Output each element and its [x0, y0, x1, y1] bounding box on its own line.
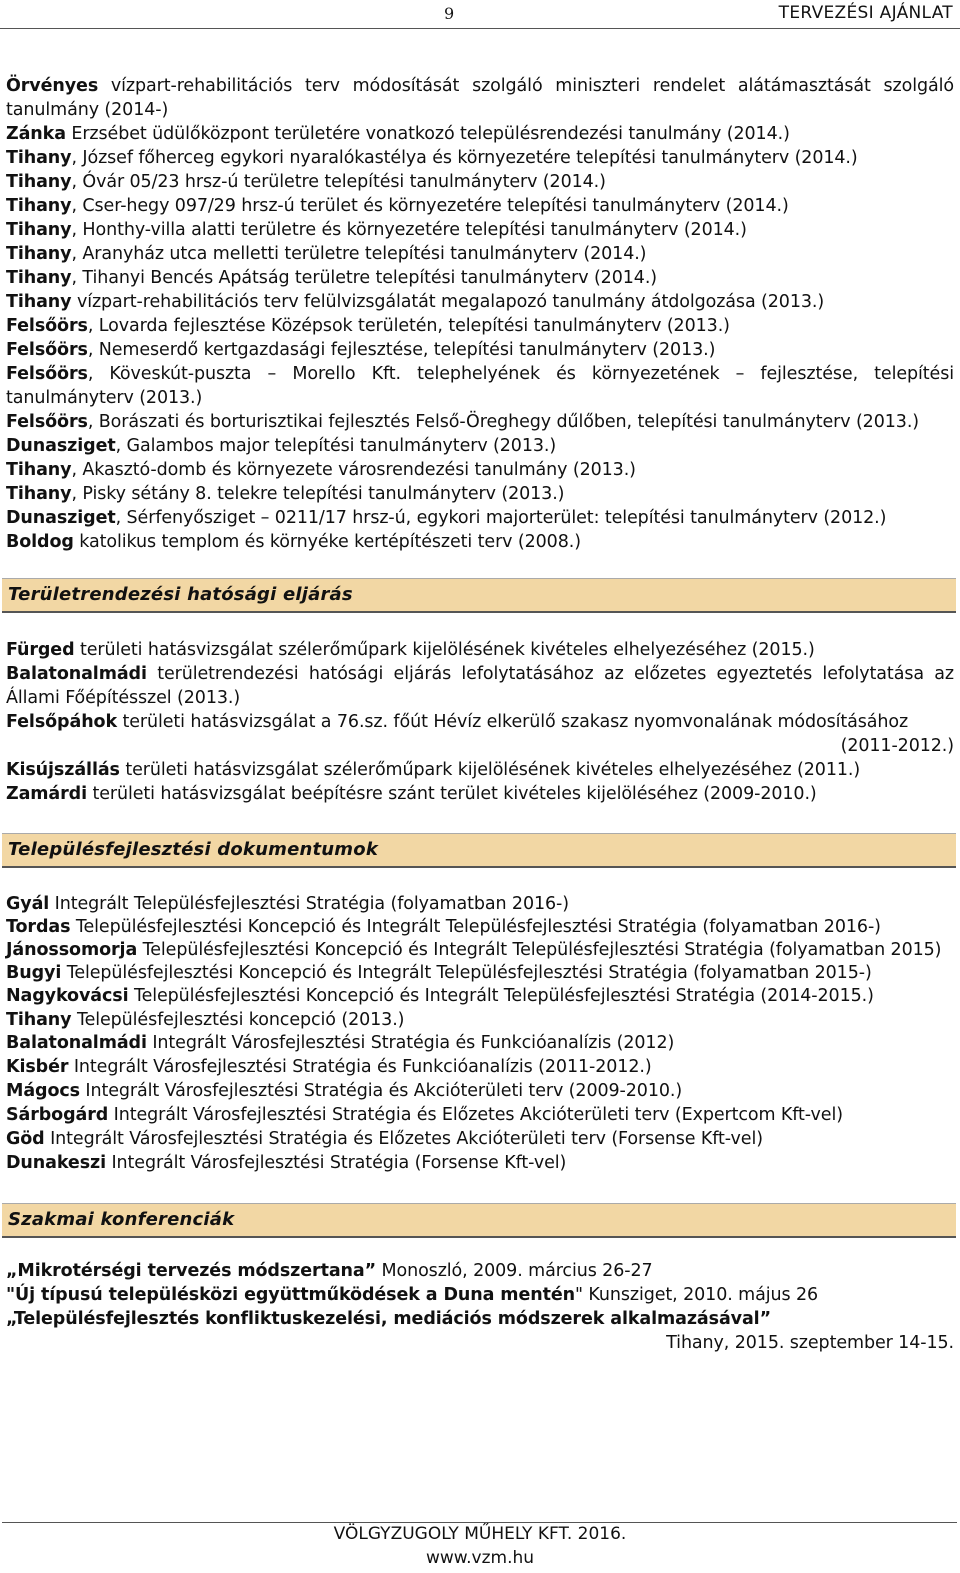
list-item: Mágocs Integrált Városfejlesztési Stratégia és Akcióterületi terv (2009-2010.)	[6, 1081, 683, 1101]
document-label: TERVEZÉSI AJÁNLAT	[778, 3, 953, 23]
list-item: Tihany vízpart-rehabilitációs terv felülvizsgálatát megalapozó tanulmány átdolgozása (2013.)	[6, 292, 825, 312]
list-item: "Új típusú településközi együttműködések a Duna mentén" Kunsziget, 2010. május 26	[6, 1285, 819, 1305]
footer-website-link[interactable]: www.vzm.hu	[425, 1548, 535, 1568]
list-item: Tihany, Akasztó-domb és környezete városrendezési tanulmány (2013.)	[6, 460, 636, 480]
development-list	[6, 893, 954, 1175]
list-item: Fürged területi hatásvizsgálat szélerőműpark kijelölésének kivételes elhelyezéséhez (2015.)	[6, 640, 815, 660]
section-title: Településfejlesztési dokumentumok	[8, 839, 379, 860]
list-item: Tihany, Aranyház utca melletti területre telepítési tanulmányterv (2014.)	[6, 244, 647, 264]
section-heading-authority	[2, 578, 956, 613]
list-item: Zánka Erzsébet üdülőközpont területére vonatkozó településrendezési tanulmány (2014.)	[6, 124, 790, 144]
list-item: Balatonalmádi Integrált Városfejlesztési Stratégia és Funkcióanalízis (2012)	[6, 1033, 675, 1053]
list-item: Tihany, Honthy-villa alatti területre és környezetére telepítési tanulmányterv (2014.)	[6, 220, 747, 240]
plans-list	[6, 74, 954, 554]
authority-list	[6, 638, 954, 806]
list-item: Bugyi Településfejlesztési Koncepció és Integrált Településfejlesztési Stratégia (folyamatban 2015-)	[6, 963, 872, 983]
footer-divider	[2, 1522, 957, 1523]
list-item: Tihany Településfejlesztési koncepció (2013.)	[6, 1010, 405, 1030]
list-item: Zamárdi területi hatásvizsgálat beépítésre szánt terület kivételes kijelöléséhez (2009-2010.)	[6, 784, 817, 804]
list-item: Kisújszállás területi hatásvizsgálat szélerőműpark kijelölésének kivételes elhelyezéséhez (2011.)	[6, 760, 861, 780]
footer-company: VÖLGYZUGOLY MŰHELY KFT. 2016.	[333, 1524, 627, 1544]
list-item: Felsőpáhok területi hatásvizsgálat a 76.sz. főút Hévíz elkerülő szakasz nyomvonalának módosításához (2011-2012.)	[6, 712, 954, 756]
list-item: Sárbogárd Integrált Városfejlesztési Stratégia és Előzetes Akcióterületi terv (Expertcom Kft-vel)	[6, 1105, 843, 1125]
list-item: Tordas Településfejlesztési Koncepció és Integrált Településfejlesztési Stratégia (folyamatban 2016-)	[6, 917, 881, 937]
section-heading-conferences	[2, 1203, 956, 1238]
list-item: Göd Integrált Városfejlesztési Stratégia és Előzetes Akcióterületi terv (Forsense Kft-vel)	[6, 1129, 763, 1149]
section-title: Szakmai konferenciák	[8, 1209, 235, 1230]
list-item: Kisbér Integrált Városfejlesztési Stratégia és Funkcióanalízis (2011-2012.)	[6, 1057, 652, 1077]
list-item: Tihany, Cser-hegy 097/29 hrsz-ú terület és környezetére telepítési tanulmányterv (2014.)	[6, 196, 789, 216]
list-item: Tihany, Pisky sétány 8. telekre telepítési tanulmányterv (2013.)	[6, 484, 565, 504]
list-item: Tihany, Tihanyi Bencés Apátság területre telepítési tanulmányterv (2014.)	[6, 268, 658, 288]
list-item: Jánossomorja Településfejlesztési Koncepció és Integrált Településfejlesztési Stratégia (folyamatban 2015)	[6, 940, 942, 960]
list-item: Balatonalmádi területrendezési hatósági eljárás lefolytatásához az előzetes egyeztetés lefolytatása az Állami Főépítésszel (2013.)	[6, 664, 954, 708]
conferences-list	[6, 1259, 954, 1355]
page-number: 9	[444, 4, 455, 23]
section-heading-development	[2, 833, 956, 868]
section-title: Területrendezési hatósági eljárás	[8, 584, 353, 605]
list-item: Felsőörs, Lovarda fejlesztése Középsok területén, telepítési tanulmányterv (2013.)	[6, 316, 730, 336]
list-item: Nagykovácsi Településfejlesztési Koncepció és Integrált Településfejlesztési Stratégia (2014-2015.)	[6, 986, 874, 1006]
list-item: Gyál Integrált Településfejlesztési Stratégia (folyamatban 2016-)	[6, 894, 570, 914]
list-item: Dunasziget, Galambos major telepítési tanulmányterv (2013.)	[6, 436, 557, 456]
list-item: Örvényes vízpart-rehabilitációs terv módosítását szolgáló miniszteri rendelet alátámasztását szolgáló tanulmány (2014-)	[6, 76, 954, 120]
list-item: Tihany, József főherceg egykori nyaralókastélya és környezetére telepítési tanulmányterv (2014.)	[6, 148, 858, 168]
list-item: „Településfejlesztés konfliktuskezelési, mediációs módszerek alkalmazásával”	[6, 1309, 771, 1329]
list-item: Felsőörs, Köveskút-puszta – Morello Kft. telephelyének és környezetének – fejlesztése, telepítési tanulmányterv (2013.)	[6, 364, 954, 408]
list-item: „Mikrotérségi tervezés módszertana” Monoszló, 2009. március 26-27	[6, 1261, 653, 1281]
list-item: Tihany, Óvár 05/23 hrsz-ú területre telepítési tanulmányterv (2014.)	[6, 172, 606, 192]
list-item: Felsőörs, Borászati és borturisztikai fejlesztés Felső-Öreghegy dűlőben, telepítési tanulmányterv (2013.)	[6, 412, 920, 432]
list-item: Boldog katolikus templom és környéke kertépítészeti terv (2008.)	[6, 532, 581, 552]
conference-detail: Tihany, 2015. szeptember 14-15.	[666, 1333, 954, 1353]
list-item: Dunasziget, Sérfenyősziget – 0211/17 hrsz-ú, egykori majorterület: telepítési tanulmányterv (2012.)	[6, 508, 887, 528]
page-header	[0, 0, 960, 29]
list-item: Dunakeszi Integrált Városfejlesztési Stratégia (Forsense Kft-vel)	[6, 1153, 567, 1173]
list-item: Felsőörs, Nemeserdő kertgazdasági fejlesztése, telepítési tanulmányterv (2013.)	[6, 340, 716, 360]
